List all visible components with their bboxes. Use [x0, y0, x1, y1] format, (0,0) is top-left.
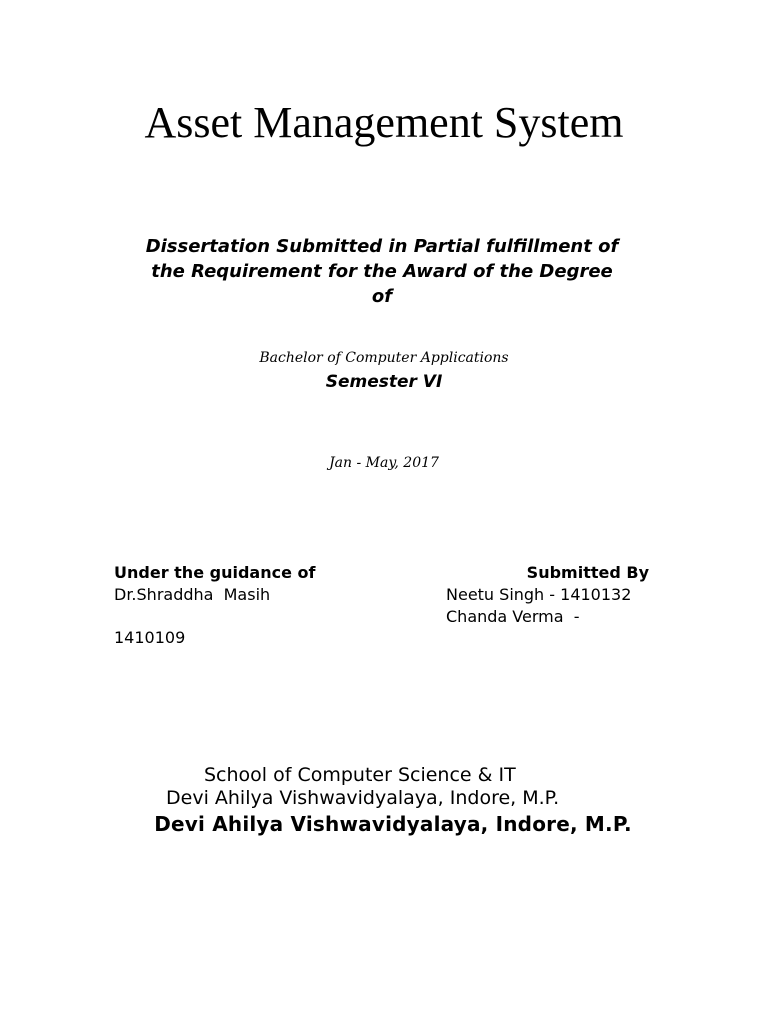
student-roll-number: 1410109	[114, 628, 186, 647]
session-date: Jan - May, 2017	[329, 455, 439, 471]
student-name-neetu: Neetu Singh - 1410132	[446, 585, 632, 604]
document-title: Asset Management System	[144, 98, 624, 147]
dissertation-statement	[100, 234, 664, 309]
dissertation-line: Dissertation Submitted in Partial fulfillment of	[145, 236, 619, 257]
student-name-chanda: Chanda Verma -	[446, 607, 580, 626]
semester-label: Semester VI	[325, 372, 443, 392]
dissertation-line: of	[371, 286, 393, 307]
guide-name: Dr.Shraddha Masih	[114, 585, 271, 604]
degree-name: Bachelor of Computer Applications	[259, 350, 509, 366]
school-name: School of Computer Science & IT	[204, 764, 516, 786]
university-name: Devi Ahilya Vishwavidyalaya, Indore, M.P.	[166, 787, 560, 809]
submitted-by-heading: Submitted By	[526, 563, 649, 582]
dissertation-line: the Requirement for the Award of the Degree	[151, 261, 613, 282]
guidance-heading: Under the guidance of	[114, 563, 316, 582]
university-name-bold	[0, 811, 768, 837]
university-name-bold-text: Devi Ahilya Vishwavidyalaya, Indore, M.P.	[154, 812, 632, 836]
